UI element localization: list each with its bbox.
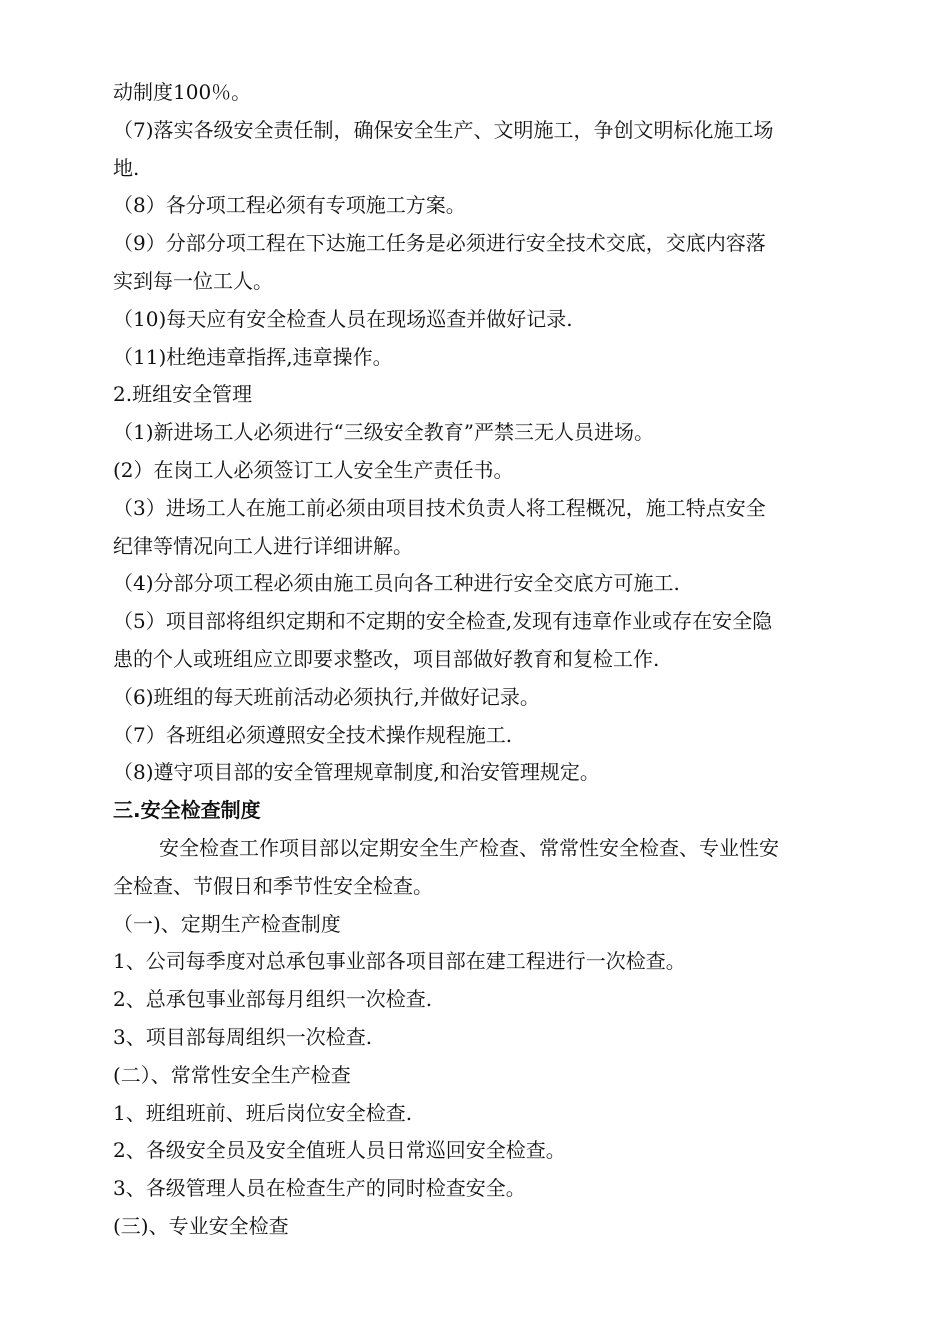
- subsection-title: (二）、常常性安全生产检查: [113, 1062, 351, 1087]
- text-line: （11)杜绝违章指挥,违章操作。: [113, 344, 393, 369]
- text-line: （8）各分项工程必须有专项施工方案。: [113, 193, 466, 218]
- text-line: （9）分部分项工程在下达施工任务是必须进行安全技术交底，交底内容落: [113, 231, 766, 256]
- text-line: 全检查、节假日和季节性安全检查。: [113, 873, 433, 898]
- text-line: （7)落实各级安全责任制，确保安全生产、文明施工，争创文明标化施工场: [113, 117, 774, 142]
- text-line: (2）在岗工人必须签订工人安全生产责任书。: [113, 457, 514, 482]
- text-line: （10)每天应有安全检查人员在现场巡查并做好记录.: [113, 306, 573, 331]
- text-line: 地.: [113, 155, 140, 180]
- paragraph-first-line: 安全检查工作项目部以定期安全生产检查、常常性安全检查、专业性安: [159, 835, 779, 860]
- subsection-title: （一)、定期生产检查制度: [113, 911, 341, 936]
- text-line: （3）进场工人在施工前必须由项目技术负责人将工程概况，施工特点安全: [113, 495, 766, 520]
- text-line: 纪律等情况向工人进行详细讲解。: [113, 533, 413, 558]
- document-page: [113, 74, 858, 1246]
- text-line: 实到每一位工人。: [113, 268, 273, 293]
- text-line: 1、公司每季度对总承包事业部各项目部在建工程进行一次检查。: [113, 949, 686, 974]
- subsection-title: (三)、专业安全检查: [113, 1213, 289, 1238]
- text-line: 3、项目部每周组织一次检查.: [113, 1024, 373, 1049]
- text-line: （7）各班组必须遵照安全技术操作规程施工.: [113, 722, 513, 747]
- text-line: （1)新进场工人必须进行“三级安全教育”严禁三无人员进场。: [113, 420, 654, 445]
- text-line: 1、班组班前、班后岗位安全检查.: [113, 1100, 413, 1125]
- text-line: （6)班组的每天班前活动必须执行,并做好记录。: [113, 684, 540, 709]
- text-line: 动制度100％。: [113, 80, 252, 104]
- text-line: 3、各级管理人员在检查生产的同时检查安全。: [113, 1176, 526, 1201]
- section-subtitle: 2.班组安全管理: [113, 382, 253, 407]
- text-line: 2、各级安全员及安全值班人员日常巡回安全检查。: [113, 1138, 566, 1163]
- text-line: 2、总承包事业部每月组织一次检查.: [113, 987, 433, 1012]
- text-line: 患的个人或班组应立即要求整改，项目部做好教育和复检工作.: [113, 646, 660, 671]
- text-line: （8)遵守项目部的安全管理规章制度,和治安管理规定。: [113, 760, 600, 785]
- section-heading: 三.安全检查制度: [113, 798, 261, 823]
- text-line: （4)分部分项工程必须由施工员向各工种进行安全交底方可施工.: [113, 571, 680, 596]
- text-line: （5）项目部将组织定期和不定期的安全检查,发现有违章作业或存在安全隐: [113, 609, 773, 634]
